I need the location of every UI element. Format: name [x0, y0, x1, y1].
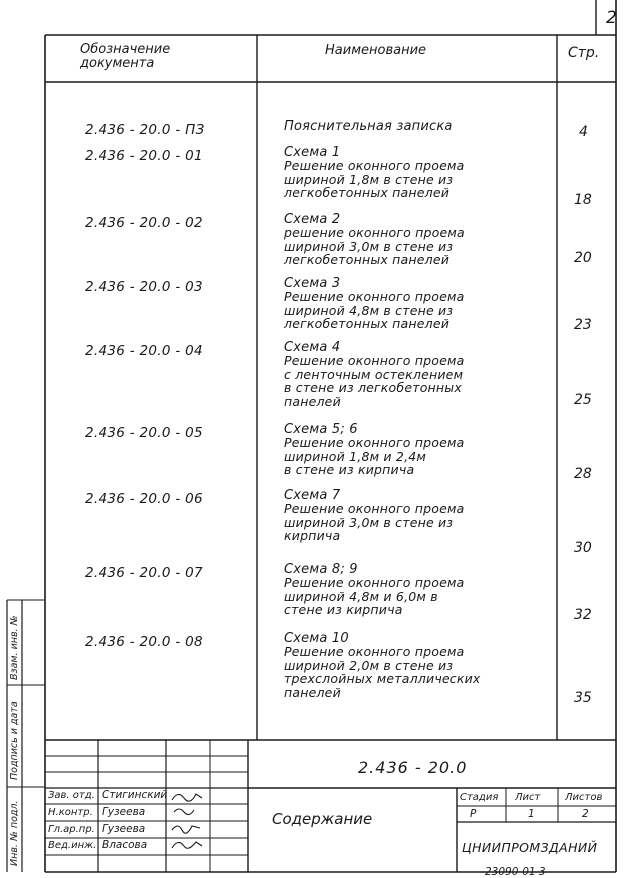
signer-name: Стигинский [102, 789, 168, 801]
document-code: 2.436 - 20.0 [358, 758, 468, 777]
row-page: 35 [574, 690, 592, 706]
row-title [284, 341, 464, 408]
row-title-line: решение оконного проема [284, 225, 465, 241]
sheet-label: Лист [515, 792, 541, 803]
header-designation: Обозначение документа [80, 42, 171, 71]
row-page: 23 [574, 317, 592, 333]
side-label-replaced-inv: Взам. инв. № [9, 615, 20, 680]
sheets-value: 2 [582, 808, 589, 820]
row-title-line: Схема 7 [284, 488, 341, 503]
row-title-line: Решение оконного проема [284, 435, 465, 451]
row-code: 2.436 - 20.0 - 01 [85, 148, 203, 164]
stage-label: Стадия [460, 792, 499, 803]
signer-role: Вед.инж. [48, 840, 97, 851]
row-title-line: с ленточным остеклением [284, 366, 464, 382]
header-page: Стр. [568, 45, 600, 61]
row-title-line: Решение оконного проема [284, 644, 465, 660]
row-code: 2.436 - 20.0 - 02 [85, 215, 203, 231]
row-title-line: Схема 8; 9 [284, 562, 358, 577]
row-title [284, 146, 464, 200]
document-name: Содержание [272, 810, 373, 828]
row-title-line: трехслойных металлических [284, 671, 481, 687]
header-name: Наименование [325, 43, 427, 58]
row-title-line: Решение оконного проема [284, 158, 465, 174]
signer-role: Гл.ар.пр. [48, 824, 95, 835]
page-number: 2 [606, 8, 617, 28]
signer-name: Гузеева [102, 823, 146, 835]
row-title-line: панелей [284, 684, 341, 700]
row-title-line: в стене из кирпича [284, 462, 415, 478]
row-title [284, 563, 464, 617]
row-page: 18 [574, 192, 592, 208]
row-title-line: Решение оконного проема [284, 501, 465, 517]
row-title-line: шириной 4,8м и 6,0м в [284, 588, 438, 604]
row-title-line: Схема 4 [284, 340, 341, 355]
signer-role: Зав. отд. [48, 790, 95, 801]
row-title-line: в стене из легкобетонных [284, 380, 462, 396]
row-code: 2.436 - 20.0 - 07 [85, 565, 203, 581]
row-title-line: панелей [284, 393, 341, 409]
side-label-inv-no: Инв. № подл. [9, 800, 20, 866]
row-code: 2.436 - 20.0 - 04 [85, 343, 203, 359]
row-title-line: шириной 1,8м и 2,4м [284, 448, 427, 464]
row-title-line: стене из кирпича [284, 602, 403, 618]
side-label-signature-date: Подпись и дата [9, 701, 20, 780]
signer-name: Гузеева [102, 806, 146, 818]
row-title-line: Решение оконного проема [284, 289, 465, 305]
row-title [284, 632, 481, 699]
row-title-line: шириной 3,0м в стене из [284, 514, 454, 530]
row-title-line: Решение оконного проема [284, 575, 465, 591]
signer-role: Н.контр. [48, 807, 93, 818]
row-page: 28 [574, 466, 592, 482]
row-code: 2.436 - 20.0 - 05 [85, 425, 203, 441]
footer-code: 23090-01 3 [485, 866, 546, 878]
row-title [284, 120, 453, 133]
row-title-line: Схема 2 [284, 212, 341, 227]
row-title-line: шириной 3,0м в стене из [284, 238, 454, 254]
row-title-line: легкобетонных панелей [284, 316, 450, 332]
row-title [284, 489, 464, 543]
row-title-line: шириной 2,0м в стене из [284, 657, 454, 673]
row-page: 20 [574, 250, 592, 266]
row-title [284, 213, 465, 267]
row-title-line: Схема 10 [284, 631, 349, 646]
stage-value: Р [470, 808, 477, 820]
signer-name: Власова [102, 839, 148, 851]
sheet-value: 1 [528, 808, 535, 820]
row-page: 32 [574, 607, 592, 623]
row-page: 4 [579, 124, 588, 140]
row-code: 2.436 - 20.0 - 03 [85, 279, 203, 295]
row-title [284, 423, 464, 477]
row-title-line: шириной 4,8м в стене из [284, 302, 454, 318]
row-page: 30 [574, 540, 592, 556]
row-code: 2.436 - 20.0 - ПЗ [85, 122, 205, 138]
row-title-line: кирпича [284, 528, 341, 544]
row-code: 2.436 - 20.0 - 06 [85, 491, 203, 507]
row-title-line: Схема 5; 6 [284, 422, 358, 437]
row-title-line: легкобетонных панелей [284, 185, 450, 201]
row-code: 2.436 - 20.0 - 08 [85, 634, 203, 650]
row-title-line: легкобетонных панелей [284, 252, 450, 268]
sheets-label: Листов [565, 792, 603, 803]
row-page: 25 [574, 392, 592, 408]
row-title-line: Схема 3 [284, 276, 341, 291]
row-title-line: Пояснительная записка [284, 119, 453, 134]
organization: ЦНИИПРОМЗДАНИЙ [462, 840, 598, 855]
row-title-line: шириной 1,8м в стене из [284, 171, 454, 187]
row-title-line: Схема 1 [284, 145, 341, 160]
row-title [284, 277, 464, 331]
row-title-line: Решение оконного проема [284, 353, 465, 369]
